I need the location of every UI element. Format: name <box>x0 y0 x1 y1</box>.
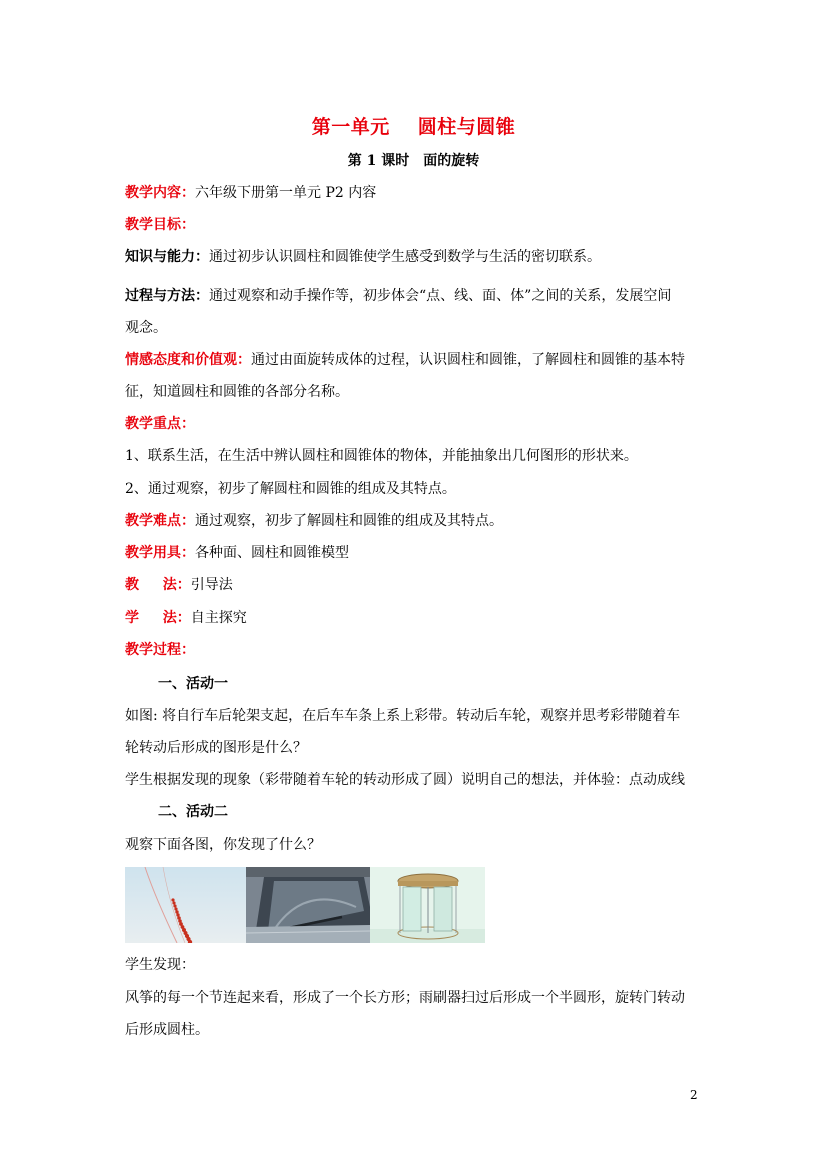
teaching-method-label: 教 法： <box>125 577 191 593</box>
activity1-student: 学生根据发现的现象（彩带随着车轮的转动形成了圆）说明自己的想法，并体验：点动成线 <box>125 772 685 788</box>
teaching-procedure-label: 教学过程： <box>125 642 195 658</box>
key-point-1 <box>125 446 638 466</box>
kite-photo <box>125 867 246 943</box>
revolving-door-photo <box>370 867 485 943</box>
teaching-difficulty-text: 通过观察，初步了解圆柱和圆锥的组成及其特点。 <box>195 513 503 529</box>
lesson-number: 第 1 课时 <box>347 153 410 169</box>
process-method <box>125 286 671 306</box>
unit-title-part2: 圆柱与圆锥 <box>417 116 516 138</box>
teaching-method-text: 引导法 <box>190 577 233 593</box>
emotion-values-label: 情感态度和价值观： <box>125 352 251 368</box>
lesson-subtitle <box>0 150 827 170</box>
unit-title-part1: 第一单元 <box>311 116 390 138</box>
emotion-values <box>125 350 685 370</box>
student-found-label: 学生发现： <box>125 957 195 973</box>
activity1-heading: 一、活动一 <box>158 676 228 692</box>
teaching-difficulty-label: 教学难点： <box>125 513 195 529</box>
process-method-text-line1: 通过观察和动手操作等，初步体会“点、线、面、体”之间的关系，发展空间 <box>209 288 672 304</box>
teaching-tools <box>125 543 349 563</box>
activity1-para-line2: 轮转动后形成的图形是什么？ <box>125 740 307 756</box>
page-number: 2 <box>690 1088 698 1102</box>
key-point-2-text: 2、通过观察，初步了解圆柱和圆锥的组成及其特点。 <box>125 481 456 497</box>
learning-method-label: 学 法： <box>125 610 191 626</box>
teaching-content-text: 六年级下册第一单元 P2 内容 <box>195 185 377 201</box>
activity1-para-line1: 如图: 将自行车后轮架支起，在后车车条上系上彩带。转动后车轮，观察并思考彩带随着车 <box>125 708 681 724</box>
knowledge-ability <box>125 247 601 267</box>
teaching-difficulty <box>125 511 503 531</box>
teaching-content <box>125 183 376 203</box>
key-points-label: 教学重点： <box>125 416 195 432</box>
teaching-procedure <box>125 640 195 660</box>
key-point-1-text: 1、联系生活，在生活中辨认圆柱和圆锥体的物体，并能抽象出几何图形的形状来。 <box>125 448 638 464</box>
process-method-cont <box>125 318 167 338</box>
emotion-values-text-line2: 征，知道圆柱和圆锥的各部分名称。 <box>125 384 349 400</box>
lesson-name: 面的旋转 <box>423 153 480 169</box>
teaching-tools-text: 各种面、圆柱和圆锥模型 <box>195 545 349 561</box>
teaching-content-label: 教学内容： <box>125 185 195 201</box>
activity-images <box>125 867 485 943</box>
activity2-prompt: 观察下面各图，你发现了什么？ <box>125 837 321 853</box>
knowledge-ability-label: 知识与能力： <box>125 249 209 265</box>
emotion-values-text-line1: 通过由面旋转成体的过程，认识圆柱和圆锥，了解圆柱和圆锥的基本特 <box>251 352 685 368</box>
teaching-method <box>125 575 233 595</box>
teaching-tools-label: 教学用具： <box>125 545 195 561</box>
student-found-line2: 后形成圆柱。 <box>125 1022 209 1038</box>
process-method-label: 过程与方法： <box>125 288 209 304</box>
knowledge-ability-text: 通过初步认识圆柱和圆锥使学生感受到数学与生活的密切联系。 <box>209 249 601 265</box>
unit-title <box>0 112 827 139</box>
teaching-objectives <box>125 215 195 235</box>
learning-method <box>125 608 247 628</box>
teaching-objectives-label: 教学目标： <box>125 217 195 233</box>
process-method-text-line2: 观念。 <box>125 320 167 336</box>
emotion-values-cont <box>125 382 349 402</box>
windshield-wiper-photo <box>246 867 370 943</box>
key-point-2 <box>125 479 456 499</box>
learning-method-text: 自主探究 <box>190 610 247 626</box>
student-found-line1: 风筝的每一个节连起来看，形成了一个长方形；雨刷器扫过后形成一个半圆形，旋转门转动 <box>125 990 685 1006</box>
activity2-heading: 二、活动二 <box>158 804 228 820</box>
key-points-heading <box>125 414 195 434</box>
